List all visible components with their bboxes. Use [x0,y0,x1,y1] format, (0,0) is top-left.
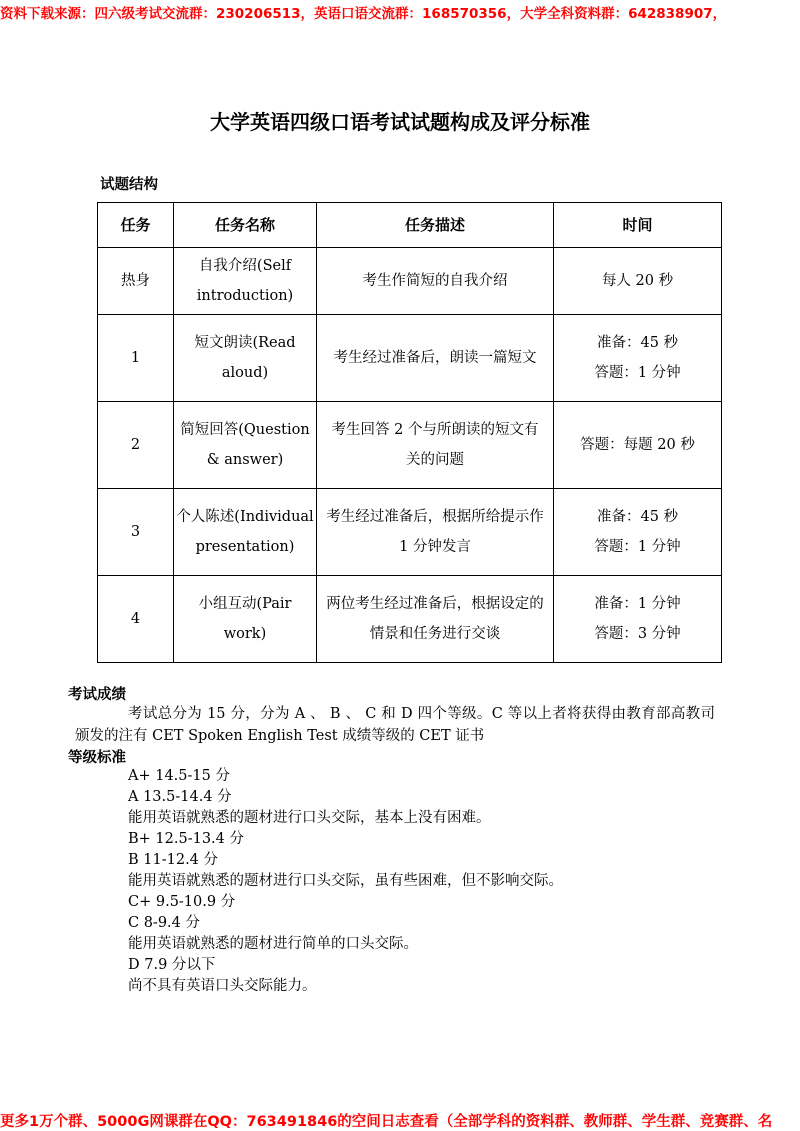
task-name-cell-line: 简短回答(Question [180,422,310,438]
task-desc-cell-line: 考生回答 2 个与所朗读的短文有 [331,422,539,438]
task-table [97,202,722,663]
task-cell: 4 [98,576,174,663]
column-header: 任务描述 [317,203,554,248]
level-line: B+ 12.5-13.4 分 [128,831,244,847]
task-desc-cell [317,248,554,315]
levels-list [128,766,748,997]
task-desc-cell [317,489,554,576]
table-row [98,402,722,489]
task-desc-cell [317,315,554,402]
table-row [98,489,722,576]
column-header: 时间 [554,203,722,248]
column-header: 任务名称 [174,203,317,248]
task-name-cell [174,576,317,663]
task-time-cell-line: 准备：1 分钟 [594,596,681,612]
task-cell: 热身 [98,248,174,315]
column-header: 任务 [98,203,174,248]
task-desc-cell-line: 1 分钟发言 [399,539,471,555]
task-desc-cell-line: 两位考生经过准备后，根据设定的 [326,596,544,612]
task-time-cell-line: 答题：1 分钟 [594,539,681,555]
level-line: C+ 9.5-10.9 分 [128,894,236,910]
task-time-cell [554,402,722,489]
task-time-cell-line: 答题：3 分钟 [594,626,681,642]
table-row [98,576,722,663]
score-heading: 考试成绩 [68,687,126,703]
task-desc-cell [317,402,554,489]
level-line: A 13.5-14.4 分 [128,789,232,805]
task-name-cell-line: presentation) [195,539,295,555]
table-header-row [98,203,722,248]
level-line: A+ 14.5-15 分 [128,768,230,784]
task-desc-cell-line: 考生作简短的自我介绍 [362,273,508,289]
task-name-cell-line: 个人陈述(Individual [176,509,314,525]
top-banner: 资料下载来源：四六级考试交流群：230206513，英语口语交流群：168570356，大学全科资料群：642838907， [0,6,727,22]
level-line: D 7.9 分以下 [128,957,216,973]
task-desc-cell-line: 关的问题 [406,452,464,468]
level-line: B 11-12.4 分 [128,852,219,868]
task-time-cell-line: 每人 20 秒 [601,273,674,289]
level-line: 能用英语就熟悉的题材进行口头交际，虽有些困难，但不影响交际。 [128,873,563,889]
task-desc-cell-line: 考生经过准备后，朗读一篇短文 [333,350,537,366]
level-line: 能用英语就熟悉的题材进行简单的口头交际。 [128,936,418,952]
task-time-cell-line: 准备：45 秒 [596,509,679,525]
task-name-cell-line: 自我介绍(Self [198,258,292,274]
task-name-cell [174,402,317,489]
levels-heading: 等级标准 [68,750,126,766]
task-desc-cell [317,576,554,663]
level-line: 尚不具有英语口头交际能力。 [128,978,317,994]
task-time-cell-line: 准备：45 秒 [596,335,679,351]
task-cell: 1 [98,315,174,402]
bottom-banner: 更多1万个群、5000G网课群在QQ：763491846的空间日志查看（全部学科的资料群、教师群、学生群、竞赛群、名 [0,1114,773,1130]
task-desc-cell-line: 考生经过准备后，根据所给提示作 [326,509,544,525]
task-time-cell-line: 答题：每题 20 秒 [580,437,695,453]
table-row [98,248,722,315]
task-name-cell-line: 短文朗读(Read [194,335,296,351]
task-time-cell [554,248,722,315]
score-paragraph: 考试总分为 15 分，分为 A 、 B 、 C 和 D 四个等级。C 等以上者将获得由教育部高教司颁发的注有 CET Spoken English Test 成绩等级的 CET 证书 [75,706,715,744]
task-time-cell [554,576,722,663]
task-time-cell [554,315,722,402]
task-name-cell [174,248,317,315]
document-title: 大学英语四级口语考试试题构成及评分标准 [210,110,590,134]
task-time-cell-line: 答题：1 分钟 [594,365,681,381]
task-name-cell [174,315,317,402]
task-name-cell-line: & answer) [206,452,284,468]
task-desc-cell-line: 情景和任务进行交谈 [369,626,501,642]
task-cell: 2 [98,402,174,489]
structure-heading: 试题结构 [100,177,158,193]
task-name-cell-line: 小组互动(Pair work) [198,596,292,642]
task-time-cell [554,489,722,576]
level-line: C 8-9.4 分 [128,915,200,931]
task-name-cell [174,489,317,576]
task-name-cell-line: aloud) [221,365,269,381]
task-cell: 3 [98,489,174,576]
task-name-cell-line: introduction) [196,288,294,304]
table-row [98,315,722,402]
level-line: 能用英语就熟悉的题材进行口头交际，基本上没有困难。 [128,810,491,826]
